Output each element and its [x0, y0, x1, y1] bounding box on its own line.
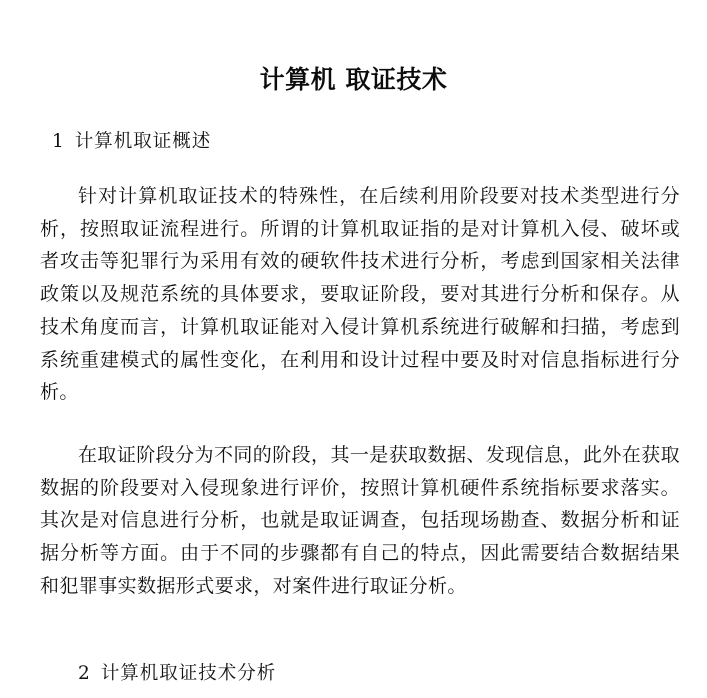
section-title: 计算机取证概述 [74, 131, 212, 152]
section-number: 1 [52, 131, 65, 152]
section-title: 计算机取证技术分析 [100, 663, 277, 684]
paragraph-1: 针对计算机取证技术的特殊性，在后续利用阶段要对技术类型进行分析，按照取证流程进行。所谓的计算机取证指的是对计算机入侵、破坏或者攻击等犯罪行为采用有效的硬软件技术进行分析，考虑到国家相关法律政策以及规范系统的具体要求，要取证阶段，要对其进行分析和保存。从技术角度而言，计算机取证能对入侵计算机系统进行破解和扫描，考虑到系统重建模式的属性变化，在利用和设计过程中要及时对信息指标进行分析。 [40, 185, 680, 404]
paragraph-2: 在取证阶段分为不同的阶段，其一是获取数据、发现信息，此外在获取数据的阶段要对入侵现象进行评价，按照计算机硬件系统指标要求落实。其次是对信息进行分析，也就是取证调查，包括现场勘查、数据分析和证据分析等方面。由于不同的步骤都有自己的特点，因此需要结合数据结果和犯罪事实数据形式要求，对案件进行取证分析。 [40, 444, 680, 597]
section-heading-1 [52, 128, 211, 156]
section-number: 2 [78, 663, 91, 684]
document-title: 计算机 取证技术 [259, 65, 448, 94]
section-heading-2 [78, 660, 276, 688]
